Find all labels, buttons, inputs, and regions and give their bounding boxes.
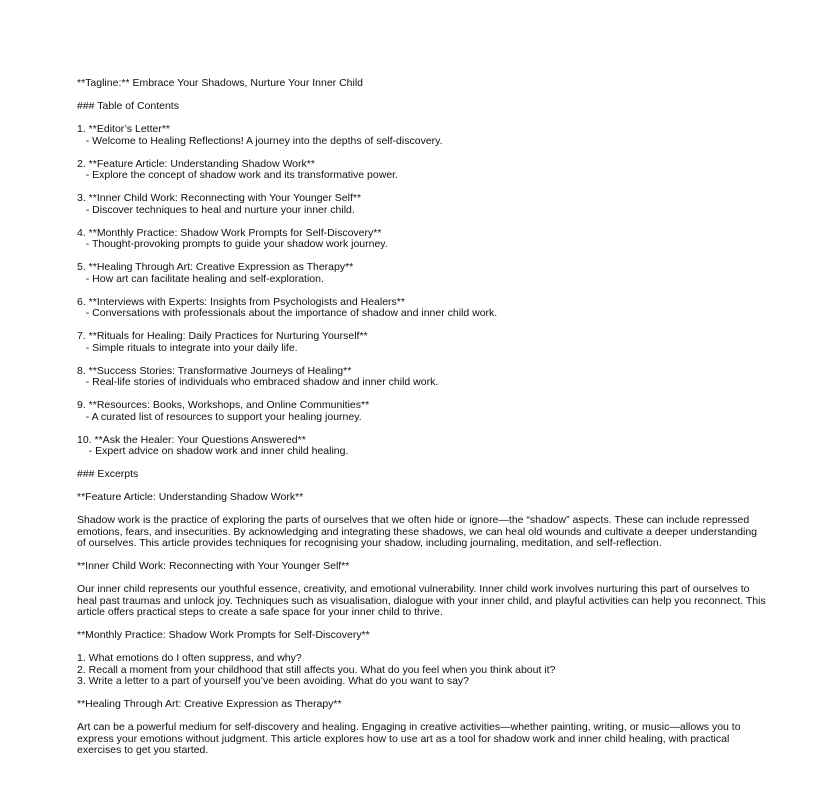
toc-item — [77, 228, 767, 251]
toc-item — [77, 262, 767, 285]
toc-item-title: 6. **Interviews with Experts: Insights from Psychologists and Healers** — [77, 295, 405, 308]
toc-item-desc: - Explore the concept of shadow work and its transformative power. — [77, 169, 398, 181]
prompt-item: 2. Recall a moment from your childhood that still affects you. What do you feel when you think about it? — [77, 663, 556, 676]
toc-item — [77, 435, 767, 458]
toc-item-desc: - Discover techniques to heal and nurture your inner child. — [77, 203, 355, 216]
excerpt-body-healing-art: Art can be a powerful medium for self-discovery and healing. Engaging in creative activities—whether painting, writing, or music—allows you to express your emotions without judgment. This article explores how to use art as a tool for shadow work and inner child healing, with practical exercises to get you started. — [77, 721, 741, 756]
spacer — [77, 147, 767, 159]
document — [77, 78, 767, 757]
excerpt-title-inner-child: **Inner Child Work: Reconnecting with Your Younger Self** — [77, 560, 350, 572]
toc-item-desc: - How art can facilitate healing and self-exploration. — [77, 272, 324, 285]
toc-item-title: 5. **Healing Through Art: Creative Expression as Therapy** — [77, 261, 354, 273]
toc-item-desc: - Real-life stories of individuals who embraced shadow and inner child work. — [77, 376, 439, 388]
spacer — [77, 423, 767, 435]
toc-item — [77, 193, 767, 216]
toc-item — [77, 331, 767, 354]
toc-item-desc: - Welcome to Healing Reflections! A journey into the depths of self-discovery. — [77, 134, 443, 147]
toc-item-desc: - A curated list of resources to support your healing journey. — [77, 410, 362, 423]
toc-item-title: 7. **Rituals for Healing: Daily Practices for Nurturing Yourself** — [77, 330, 368, 342]
excerpts-heading: ### Excerpts — [77, 468, 139, 480]
toc-item — [77, 124, 767, 147]
toc-item-title: 10. **Ask the Healer: Your Questions Answered** — [77, 433, 306, 446]
toc-item — [77, 366, 767, 389]
toc-item — [77, 159, 767, 182]
toc-item-title: 8. **Success Stories: Transformative Journeys of Healing** — [77, 364, 352, 377]
excerpt-title-monthly-practice: **Monthly Practice: Shadow Work Prompts for Self-Discovery** — [77, 629, 370, 641]
prompt-item: 1. What emotions do I often suppress, and why? — [77, 652, 302, 664]
excerpt-title-healing-art: **Healing Through Art: Creative Expression as Therapy** — [77, 698, 342, 710]
prompt-list — [77, 653, 767, 688]
toc-item — [77, 297, 767, 320]
tagline: **Tagline:** Embrace Your Shadows, Nurture Your Inner Child — [77, 77, 364, 89]
spacer — [77, 90, 767, 102]
toc-item — [77, 400, 767, 423]
toc-item-desc: - Simple rituals to integrate into your daily life. — [77, 341, 298, 354]
toc-item-title: 3. **Inner Child Work: Reconnecting with Your Younger Self** — [77, 192, 362, 204]
spacer — [77, 285, 767, 297]
spacer — [77, 113, 767, 125]
toc-item-title: 9. **Resources: Books, Workshops, and Online Communities** — [77, 399, 370, 411]
toc-item-desc: - Thought-provoking prompts to guide your shadow work journey. — [77, 238, 388, 250]
toc-heading: ### Table of Contents — [77, 100, 179, 112]
toc-item-title: 2. **Feature Article: Understanding Shadow Work** — [77, 157, 315, 170]
excerpt-body-shadow-work: Shadow work is the practice of exploring the parts of ourselves that we often hide or ignore—the “shadow” aspects. These can include repressed emotions, fears, and insecurities. By acknowledging and integrating these shadows, we can heal old wounds and cultivate a deeper understanding of ourselves. This article provides techniques for recognising your shadow, including journaling, meditation, and self-reflection. — [77, 514, 758, 549]
excerpt-title-shadow-work: **Feature Article: Understanding Shadow Work** — [77, 491, 304, 503]
excerpt-body-inner-child: Our inner child represents our youthful essence, creativity, and emotional vulnerability. Inner child work involves nurturing this part of ourselves to heal past traumas and unlock joy. Techniques such as visualisation, dialogue with your inner child, and playful activities can help you reconnect. This article offers practical steps to create a safe space for your inner child to thrive. — [77, 583, 766, 618]
toc-item-desc: - Expert advice on shadow work and inner child healing. — [77, 445, 349, 457]
spacer — [77, 354, 767, 366]
prompt-item: 3. Write a letter to a part of yourself you’ve been avoiding. What do you want to say? — [77, 675, 470, 687]
toc-item-desc: - Conversations with professionals about the importance of shadow and inner child work. — [77, 307, 498, 319]
spacer — [77, 216, 767, 228]
toc-item-title: 1. **Editor’s Letter** — [77, 123, 170, 135]
toc-item-title: 4. **Monthly Practice: Shadow Work Prompts for Self-Discovery** — [77, 226, 382, 239]
spacer — [77, 458, 767, 470]
